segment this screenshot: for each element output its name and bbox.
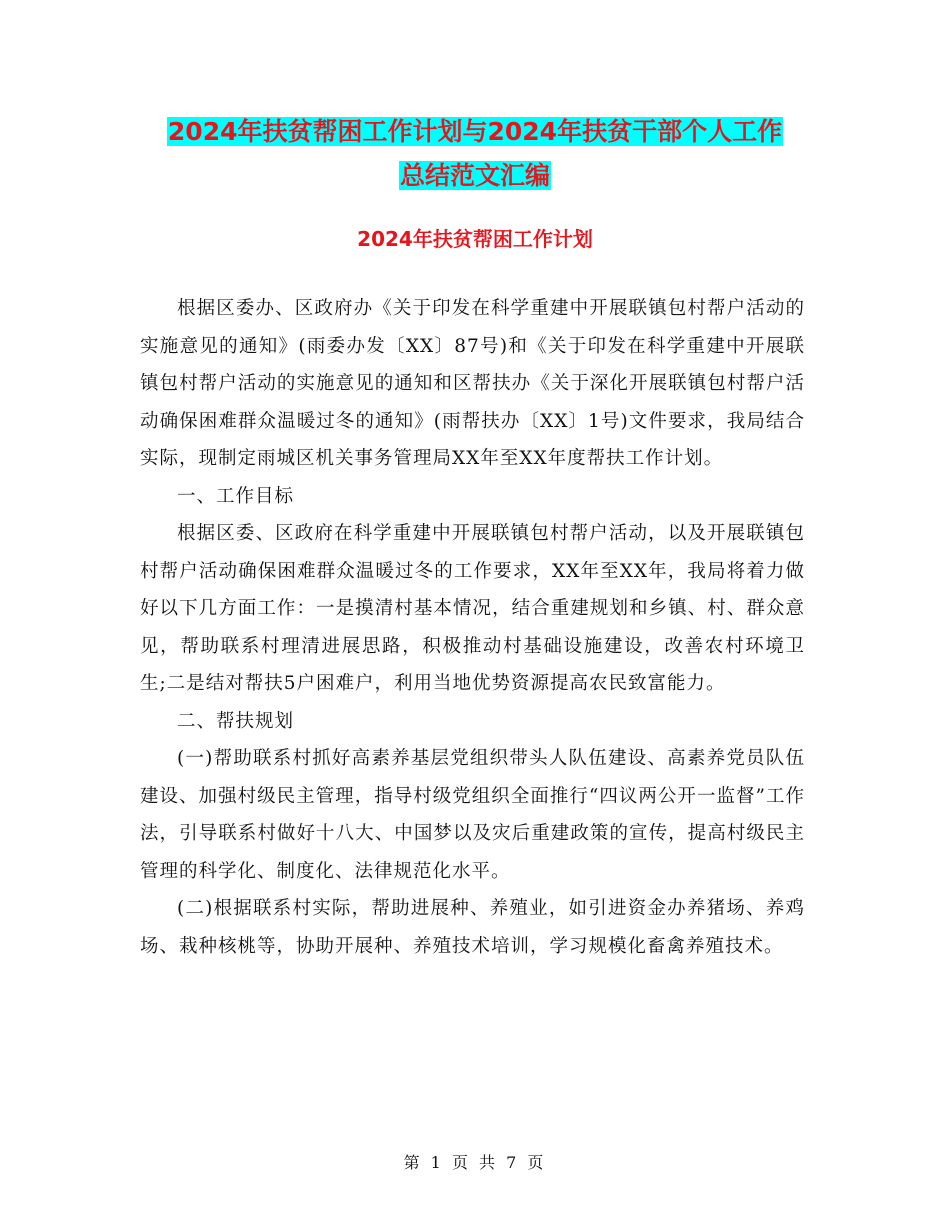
- document-title-line-1: 2024年扶贫帮困工作计划与2024年扶贫干部个人工作: [167, 117, 783, 146]
- heading-work-goals: 一、工作目标: [177, 485, 295, 507]
- section-title: 2024年扶贫帮困工作计划: [357, 227, 593, 251]
- paragraph-work-goals: 根据区委、区政府在科学重建中开展联镇包村帮户活动，以及开展联镇包村帮户活动确保困难群众温暖过冬的工作要求，XX年至XX年，我局将着力做好以下几方面工作：一是摸清村基本情况，结合重建规划和乡镇、村、群众意见，帮助联系村理清进展思路，积极推动村基础设施建设，改善农村环境卫生;二是结对帮扶5户困难户，利用当地优势资源提高农民致富能力。: [140, 523, 805, 694]
- paragraph-plan-item-1: (一)帮助联系村抓好高素养基层党组织带头人队伍建设、高素养党员队伍建设、加强村级民主管理，指导村级党组织全面推行“四议两公开一监督”工作法，引导联系村做好十八大、中国梦以及灾后重建政策的宣传，提高村级民主管理的科学化、制度化、法律规范化水平。: [140, 748, 805, 882]
- heading-assistance-plan: 二、帮扶规划: [177, 710, 295, 732]
- document-title: [0, 110, 950, 198]
- page-footer: 第 1 页 共 7 页: [403, 1153, 547, 1172]
- document-body: [140, 290, 805, 965]
- document-title-line-2: 总结范文汇编: [399, 161, 550, 190]
- paragraph-plan-item-2: (二)根据联系村实际，帮助进展种、养殖业，如引进资金办养猪场、养鸡场、栽种核桃等，协助开展种、养殖技术培训，学习规模化畜禽养殖技术。: [140, 898, 805, 957]
- paragraph-intro: 根据区委办、区政府办《关于印发在科学重建中开展联镇包村帮户活动的实施意见的通知》(雨委办发〔XX〕87号)和《关于印发在科学重建中开展联镇包村帮户活动的实施意见的通知和区帮扶办《关于深化开展联镇包村帮户活动确保困难群众温暖过冬的通知》(雨帮扶办〔XX〕1号)文件要求，我局结合实际，现制定雨城区机关事务管理局XX年至XX年度帮扶工作计划。: [140, 298, 805, 469]
